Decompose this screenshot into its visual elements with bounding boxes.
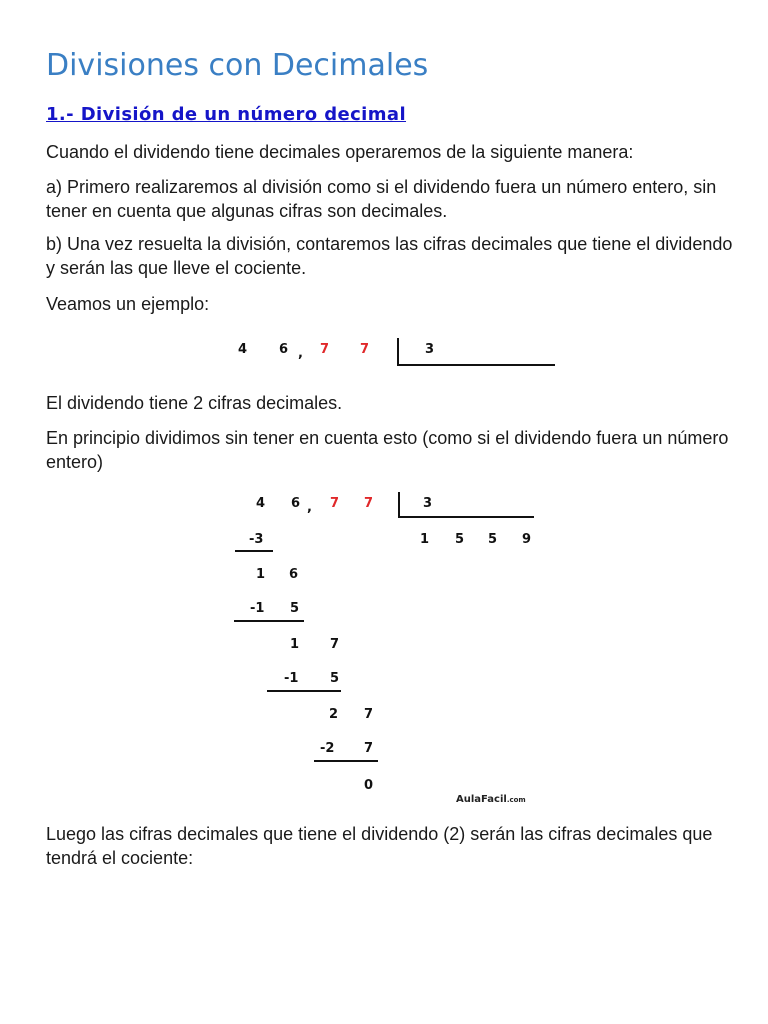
quotient-digit: 5 bbox=[488, 532, 498, 547]
remainder-digit: 2 bbox=[329, 707, 339, 722]
subtraction-step: -1 bbox=[250, 601, 265, 616]
subtraction-step: -3 bbox=[249, 532, 264, 547]
remainder-digit: 6 bbox=[289, 567, 299, 582]
paragraph-step-b: b) Una vez resuelta la división, contaremos las cifras decimales que tiene el dividendo y serán las que lleve el cociente. bbox=[46, 234, 733, 278]
subtraction-step: 5 bbox=[290, 601, 300, 616]
dividend-decimal-digit: 7 bbox=[364, 496, 374, 511]
source-credit bbox=[456, 794, 526, 805]
paragraph-decimal-count: El dividendo tiene 2 cifras decimales. bbox=[46, 393, 343, 413]
subtraction-line bbox=[267, 690, 341, 692]
division-bracket bbox=[398, 516, 534, 518]
credit-brand: AulaFacil bbox=[456, 794, 507, 805]
subtraction-step: -2 bbox=[320, 741, 335, 756]
remainder-digit: 7 bbox=[364, 707, 374, 722]
decimal-comma: , bbox=[307, 500, 312, 515]
divisor: 3 bbox=[425, 342, 435, 357]
remainder-digit: 1 bbox=[256, 567, 266, 582]
subtraction-step: 5 bbox=[330, 671, 340, 686]
quotient-digit: 5 bbox=[455, 532, 465, 547]
subtraction-line bbox=[234, 620, 304, 622]
subtraction-line bbox=[235, 550, 273, 552]
final-remainder: 0 bbox=[364, 778, 374, 793]
decimal-comma: , bbox=[298, 346, 303, 361]
subtraction-line bbox=[314, 760, 378, 762]
remainder-digit: 1 bbox=[290, 637, 300, 652]
quotient-digit: 9 bbox=[522, 532, 532, 547]
division-bracket bbox=[397, 364, 555, 366]
subtraction-step: -1 bbox=[284, 671, 299, 686]
remainder-digit: 7 bbox=[330, 637, 340, 652]
dividend-decimal-digit: 7 bbox=[320, 342, 330, 357]
subtraction-step: 7 bbox=[364, 741, 374, 756]
dividend-digit: 6 bbox=[279, 342, 289, 357]
divisor: 3 bbox=[423, 496, 433, 511]
division-bracket bbox=[397, 338, 399, 365]
dividend-decimal-digit: 7 bbox=[330, 496, 340, 511]
dividend-decimal-digit: 7 bbox=[360, 342, 370, 357]
paragraph-intro: Cuando el dividendo tiene decimales operaremos de la siguiente manera: bbox=[46, 142, 634, 162]
paragraph-step-a: a) Primero realizaremos al división como si el dividendo fuera un número entero, sin tener en cuenta que algunas cifras son decimales. bbox=[46, 177, 717, 221]
dividend-digit: 4 bbox=[238, 342, 248, 357]
credit-suffix: .com bbox=[506, 796, 526, 804]
page-title: Divisiones con Decimales bbox=[46, 48, 429, 83]
paragraph-conclusion: Luego las cifras decimales que tiene el dividendo (2) serán las cifras decimales que tendrá el cociente: bbox=[46, 824, 713, 868]
paragraph-example-intro: Veamos un ejemplo: bbox=[46, 294, 210, 314]
dividend-digit: 6 bbox=[291, 496, 301, 511]
dividend-digit: 4 bbox=[256, 496, 266, 511]
quotient-digit: 1 bbox=[420, 532, 430, 547]
paragraph-divide-as-integer: En principio dividimos sin tener en cuenta esto (como si el dividendo fuera un número entero) bbox=[46, 428, 729, 472]
section-heading[interactable]: 1.- División de un número decimal bbox=[46, 104, 407, 125]
division-bracket bbox=[398, 492, 400, 518]
